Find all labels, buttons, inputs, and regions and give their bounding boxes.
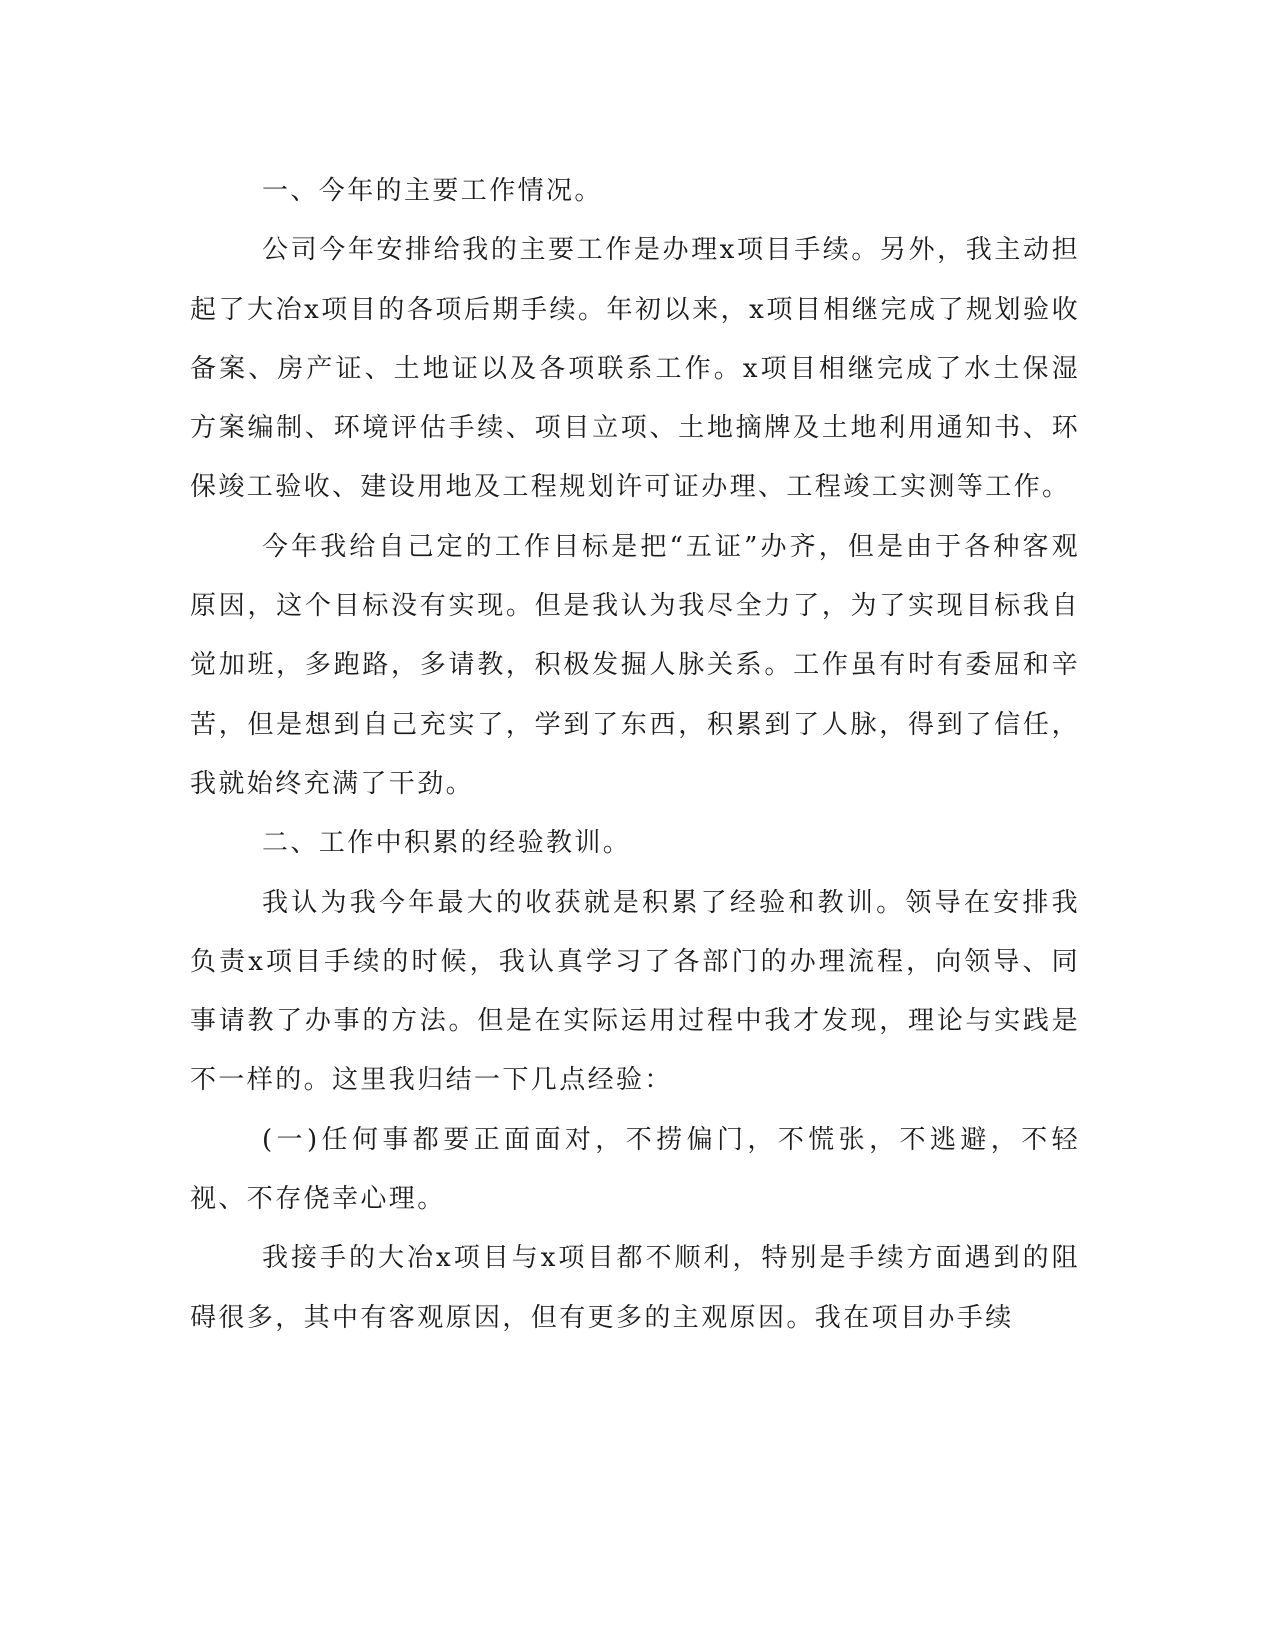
section-heading-1: 一、今年的主要工作情况。 (262, 176, 603, 206)
paragraph-project-difficulties: 我接手的大冶x项目与x项目都不顺利，特别是手续方面遇到的阻碍很多，其中有客观原因，但有更多的主观原因。我在项目办手续 (190, 1243, 1080, 1333)
paragraph-work-goal: 今年我给自己定的工作目标是把“五证”办齐，但是由于各种客观原因，这个目标没有实现。但是我认为我尽全力了，为了实现目标我自觉加班，多跑路，多请教，积极发掘人脉关系。工作虽有时有委屈和辛苦，但是想到自己充实了，学到了东西，积累到了人脉，得到了信任，我就始终充满了干劲。 (190, 531, 1080, 799)
paragraph-work-overview: 公司今年安排给我的主要工作是办理x项目手续。另外，我主动担起了大冶x项目的各项后期手续。年初以来，x项目相继完成了规划验收备案、房产证、土地证以及各项联系工作。x项目相继完成了水土保湿方案编制、环境评估手续、项目立项、土地摘牌及土地利用通知书、环保竣工验收、建设用地及工程规划许可证办理、工程竣工实测等工作。 (190, 235, 1080, 503)
document-body (190, 162, 1080, 1348)
section-heading-2: 二、工作中积累的经验教训。 (262, 828, 632, 859)
paragraph-lesson-1: (一)任何事都要正面面对，不捞偏门，不慌张，不逃避，不轻视、不存侥幸心理。 (190, 1124, 1080, 1215)
paragraph-lessons-intro: 我认为我今年最大的收获就是积累了经验和教训。领导在安排我负责x项目手续的时候，我认真学习了各部门的办理流程，向领导、同事请教了办事的方法。但是在实际运用过程中我才发现，理论与实践是不一样的。这里我归结一下几点经验： (190, 887, 1080, 1096)
